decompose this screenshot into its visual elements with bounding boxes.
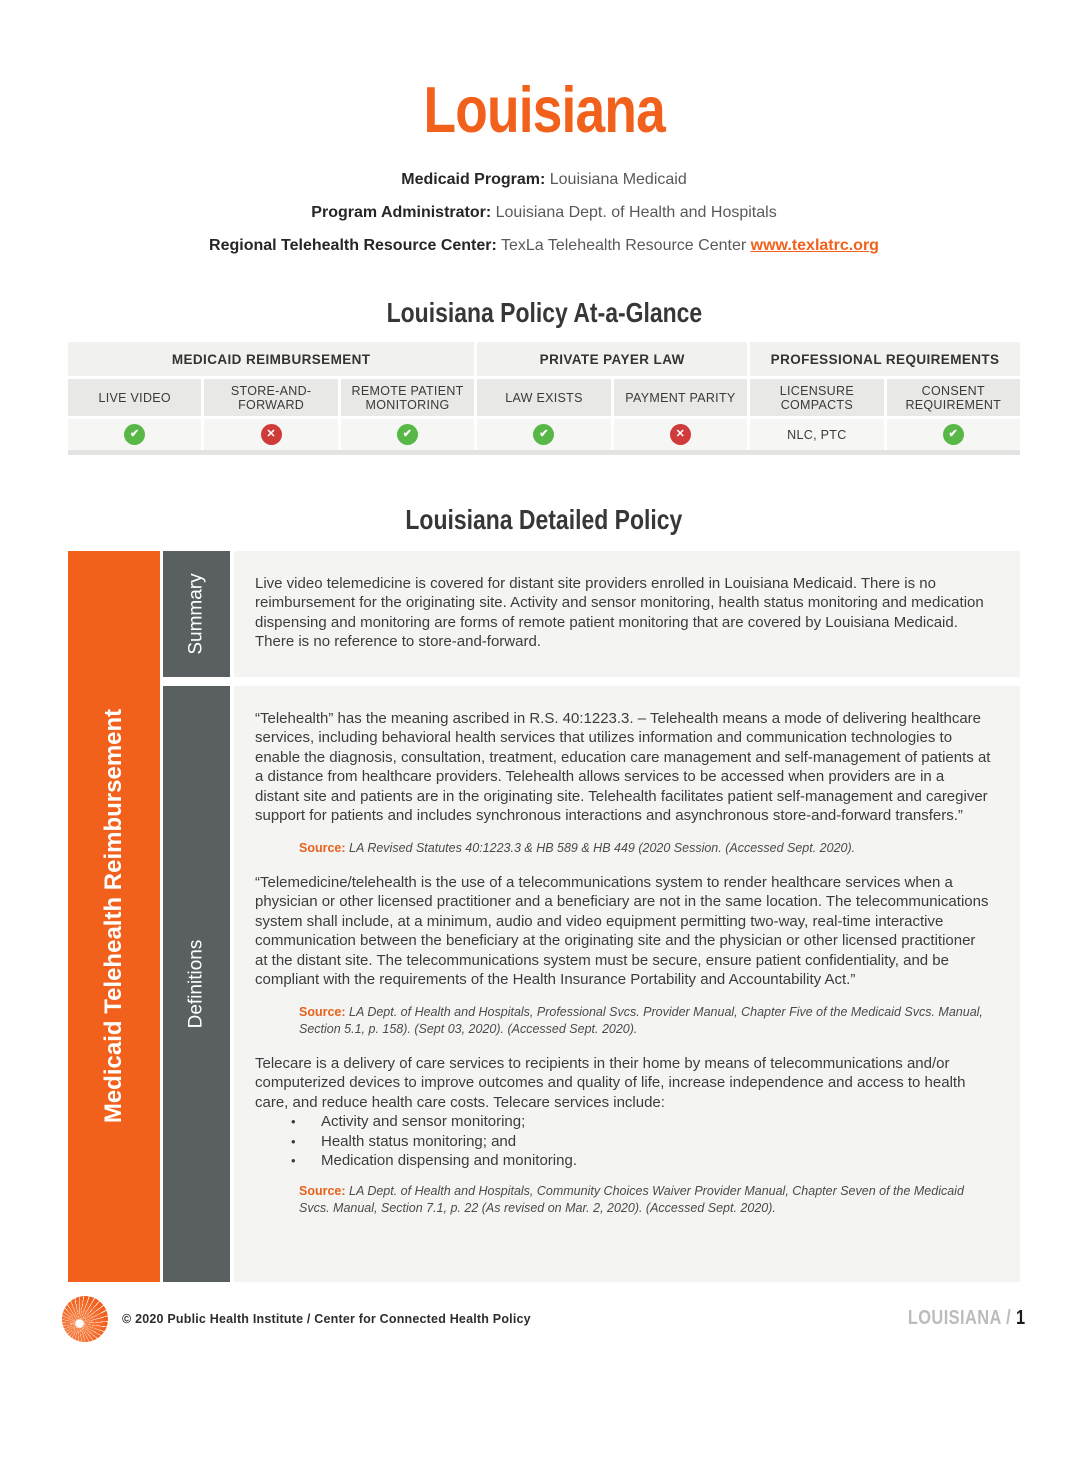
column-header-consent-requirement: CONSENT REQUIREMENT (887, 379, 1020, 416)
page-title (0, 73, 1088, 146)
rtrc-value: TexLa Telehealth Resource Center (500, 237, 747, 255)
summary-row (163, 551, 1020, 677)
policy-glance-table (68, 342, 1020, 455)
definitions-row (163, 686, 1020, 1282)
page-title-text: Louisiana (423, 73, 665, 146)
definition-paragraph-telemedicine: “Telemedicine/telehealth is the use of a telecommunications system to render healthcare services when a physician or other licensed practitioner and a beneficiary are not in the same location. The telecommunications system shall include, at a minimum, audio and video equipment permitting two-way, real-time interactive communication between the beneficiary at the originating site and the physician or other licensed practitioner at the distant site. The telecommunications system must be secure, ensure patient confidentiality, and be compliant with the requirements of the Health Insurance Portability and Accountability Act.” (255, 873, 989, 989)
value-consent-requirement (887, 419, 1020, 450)
list-item: • Activity and sensor monitoring; (291, 1112, 992, 1132)
medicaid-program-value: Louisiana Medicaid (549, 171, 687, 189)
page-footer (62, 1296, 1026, 1342)
detail-rows (163, 551, 1020, 1282)
licensure-compacts-text: NLC, PTC (787, 427, 847, 442)
document-page (0, 73, 1088, 1484)
check-circle-icon: ✔ (124, 424, 145, 445)
summary-text: Live video telemedicine is covered for distant site providers enrolled in Louisiana Medicaid. There is no reimbursement for the originating site. Activity and sensor monitoring, health status monitoring and medication dispensing and monitoring are forms of remote patient monitoring that are covered by Louisiana Medicaid. There is no reference to store-and-forward. (255, 574, 984, 651)
source-citation-2 (299, 1004, 992, 1038)
x-circle-icon: ✕ (670, 424, 691, 445)
source-text-3: LA Dept. of Health and Hospitals, Community Choices Waiver Provider Manual, Chapter Seven of the Medicaid Svcs. Manual, Section 7.1, p. 22 (As revised on Mar. 2, 2020). (Accessed Sept. 2020). (299, 1183, 964, 1215)
program-admin-line (0, 203, 1088, 223)
rtrc-label: Regional Telehealth Resource Center: (209, 237, 497, 255)
page-ref-state: LOUISIANA / (908, 1307, 1012, 1330)
list-item: • Medication dispensing and monitoring. (291, 1151, 992, 1171)
source-citation-1 (299, 840, 992, 857)
program-admin-label: Program Administrator: (311, 204, 492, 222)
value-payment-parity (614, 419, 747, 450)
glance-heading: Louisiana Policy At-a-Glance (386, 297, 702, 329)
medicaid-program-line (0, 170, 1088, 190)
column-header-remote-patient-monitoring: REMOTE PATIENT MONITORING (341, 379, 474, 416)
value-law-exists (477, 419, 610, 450)
definition-paragraph-telecare: Telecare is a delivery of care services to recipients in their home by means of telecommunications and/or computerized devices to improve outcomes and quality of life, increase independence and access to health care, and reduce health care costs. Telecare services include: (255, 1054, 966, 1111)
value-licensure-compacts (750, 419, 883, 450)
list-item: • Health status monitoring; and (291, 1132, 992, 1152)
sunburst-logo-icon (62, 1296, 108, 1342)
program-admin-value: Louisiana Dept. of Health and Hospitals (495, 204, 777, 222)
definitions-content (234, 686, 1020, 1282)
source-text-1: LA Revised Statutes 40:1223.3 & HB 589 & HB 449 (2020 Session. (Accessed Sept. 2020). (349, 840, 856, 855)
category-sidebar-medicaid-telehealth-reimbursement (68, 551, 160, 1282)
source-label: Source: (299, 1183, 346, 1198)
definitions-label-bar (163, 686, 230, 1282)
definitions-label: Definitions (185, 939, 207, 1029)
column-header-store-and-forward: STORE-AND-FORWARD (204, 379, 337, 416)
definition-paragraph-telehealth: “Telehealth” has the meaning ascribed in R.S. 40:1223.3. – Telehealth means a mode of delivering healthcare services, including behavioral health services that utilizes information and communication technologies to enable the diagnosis, consultation, treatment, education care management and self-management of patients at a distance from healthcare providers. Telehealth allows services to be accessed when providers are in a distant site and patients are in the originating site. Telehealth facilitates patient self-management and caregiver support for patients and includes synchronous interactions and asynchronous store-and-forward transfers.” (255, 709, 991, 825)
summary-content (234, 551, 1020, 677)
column-header-licensure-compacts: LICENSURE COMPACTS (750, 379, 883, 416)
source-label: Source: (299, 1004, 346, 1019)
source-text-2: LA Dept. of Health and Hospitals, Professional Svcs. Provider Manual, Chapter Five of the Medicaid Svcs. Manual, Section 5.1, p. 158). (Sept 03, 2020). (Accessed Sept. 2020). (299, 1004, 983, 1036)
summary-label-bar (163, 551, 230, 677)
source-label: Source: (299, 840, 346, 855)
category-label: Medicaid Telehealth Reimbursement (100, 709, 128, 1124)
column-header-live-video: LIVE VIDEO (68, 379, 201, 416)
detailed-policy-section (68, 551, 1020, 1282)
rtrc-line (0, 236, 1088, 256)
rtrc-website-link[interactable]: www.texlatrc.org (750, 237, 879, 255)
summary-label: Summary (185, 573, 207, 655)
group-header-professional-requirements: PROFESSIONAL REQUIREMENTS (750, 342, 1020, 376)
check-circle-icon: ✔ (533, 424, 554, 445)
medicaid-program-label: Medicaid Program: (401, 171, 546, 189)
check-circle-icon: ✔ (943, 424, 964, 445)
value-live-video (68, 419, 201, 450)
copyright-text: © 2020 Public Health Institute / Center for Connected Health Policy (122, 1311, 531, 1326)
group-header-private-payer-law: PRIVATE PAYER LAW (477, 342, 747, 376)
page-reference (882, 1307, 1026, 1330)
value-remote-patient-monitoring (341, 419, 474, 450)
source-citation-3 (299, 1183, 992, 1217)
column-header-payment-parity: PAYMENT PARITY (614, 379, 747, 416)
value-store-and-forward (204, 419, 337, 450)
page-number: 1 (1016, 1307, 1026, 1330)
header-info (0, 170, 1088, 256)
x-circle-icon: ✕ (261, 424, 282, 445)
check-circle-icon: ✔ (397, 424, 418, 445)
column-header-law-exists: LAW EXISTS (477, 379, 610, 416)
detailed-policy-heading: Louisiana Detailed Policy (405, 504, 683, 536)
group-header-medicaid-reimbursement: MEDICAID REIMBURSEMENT (68, 342, 474, 376)
telecare-services-list (255, 1112, 992, 1171)
